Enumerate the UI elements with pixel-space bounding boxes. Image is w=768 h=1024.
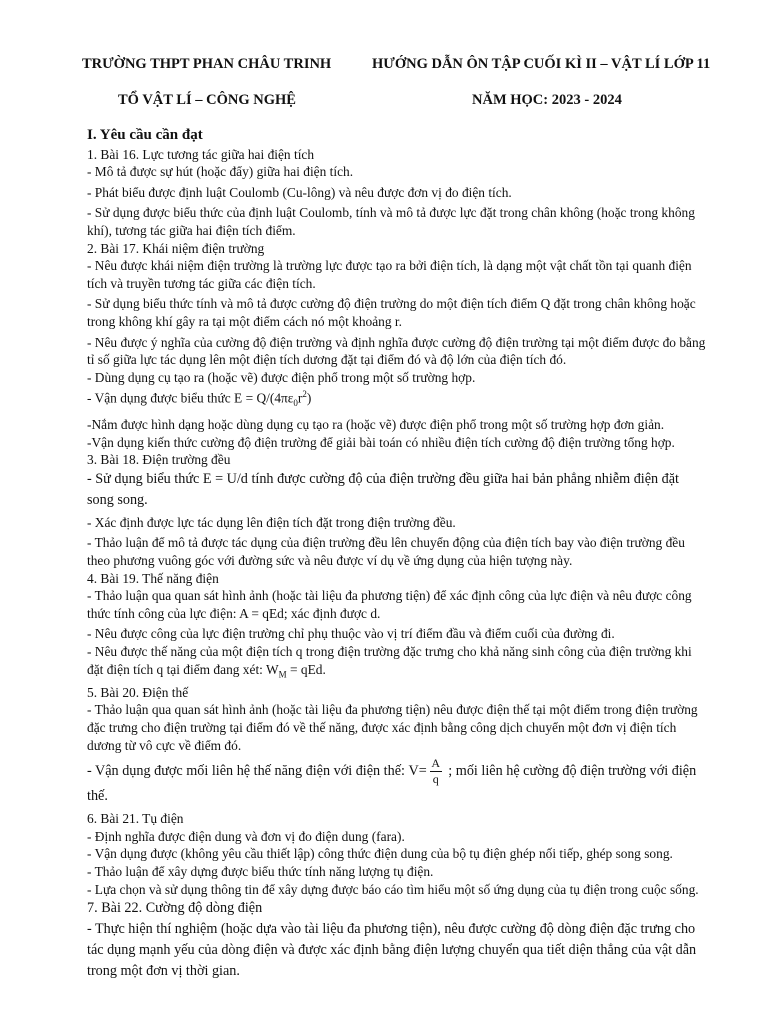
lesson-20-title: 5. Bài 20. Điện thế — [87, 684, 189, 700]
lesson-19-title: 4. Bài 19. Thế năng điện — [87, 570, 219, 586]
formula-text: = qEd. — [286, 661, 326, 677]
lesson-20-item: - Thảo luận qua quan sát hình ảnh (hoặc tài liệu đa phương tiện) nêu được điện thế tại một điểm trong điện trường đặc trưng cho điện trường tại điểm đó về thế năng, được xác định bằng công dịch chuyển một đơn vị điện tích dương từ vô cực về điểm đó. — [87, 702, 698, 753]
lesson-16-title: 1. Bài 16. Lực tương tác giữa hai điện tích — [87, 146, 315, 162]
document-body — [87, 124, 707, 982]
lesson-17-title: 2. Bài 17. Khái niệm điện trường — [87, 240, 265, 256]
lesson-21-item: - Vận dụng được (không yêu cầu thiết lập) công thức điện dung của bộ tụ điện ghép nối tiếp, ghép song song. — [87, 846, 673, 862]
lesson-17-item: - Nêu được khái niệm điện trường là trường lực được tạo ra bởi điện tích, là dạng một vật chất tồn tại quanh điện tích và truyền tương tác giữa các điện tích. — [87, 258, 692, 291]
lesson-17-formula-line — [87, 386, 707, 413]
lesson-19-item: - Nêu được công của lực điện trường chỉ phụ thuộc vào vị trí điểm đầu và điểm cuối của đường đi. — [87, 626, 615, 642]
lesson-20-item — [87, 757, 707, 807]
lesson-17-item: - Nêu được ý nghĩa của cường độ điện trường và định nghĩa được cường độ điện trường tại một điểm được đo bằng tỉ số giữa lực tác dụng lên một điện tích dương đặt tại điểm đó và độ lớn của điện tích đó. — [87, 334, 706, 368]
department-name: TỔ VẬT LÍ – CÔNG NGHỆ — [118, 92, 296, 108]
lesson-18-item: - Xác định được lực tác dụng lên điện tích đặt trong điện trường đều. — [87, 514, 456, 530]
formula-v: V — [408, 763, 419, 780]
lesson-22-title: 7. Bài 22. Cường độ dòng điện — [87, 900, 263, 917]
potential-formula — [408, 757, 444, 786]
fraction-numerator: A — [431, 756, 441, 771]
document-title: HƯỚNG DẪN ÔN TẬP CUỐI KÌ II – VẬT LÍ LỚP 11 — [372, 56, 711, 72]
lesson-17-item: -Vận dụng kiến thức cường độ điện trường để giải bài toán có nhiều điện tích cường độ điện trường tổng hợp. — [87, 434, 675, 450]
lesson-17-item: -Nắm được hình dạng hoặc dùng dụng cụ tạo ra (hoặc vẽ) được điện phổ trong một số trường hợp đơn giản. — [87, 417, 665, 433]
formula-text: - Vận dụng được biểu thức E = Q/(4πε — [87, 390, 294, 406]
lesson-22-item: - Thực hiện thí nghiệm (hoặc dựa vào tài liệu đa phương tiện), nêu được cường độ dòng điện đặc trưng cho tác dụng mạnh yếu của dòng điện và được xác định bằng điện lượng chuyển qua tiết diện thẳng của vật dẫn trong một đơn vị thời gian. — [87, 921, 697, 980]
formula-superscript: 2 — [302, 389, 307, 400]
formula-text: - Nêu được thế năng của một điện tích q trong điện trường đặc trưng cho khả năng sinh công của điện trường khi đặt điện tích q tại điểm đang xét: W — [87, 643, 692, 677]
lesson-18-title: 3. Bài 18. Điện trường đều — [87, 452, 231, 468]
lesson-16-item: - Mô tả được sự hút (hoặc đẩy) giữa hai điện tích. — [87, 164, 354, 180]
lesson-16-item: - Sử dụng được biểu thức của định luật Coulomb, tính và mô tả được lực đặt trong chân không (hoặc trong không khí), tương tác giữa hai điện tích điểm. — [87, 205, 695, 238]
lesson-16-item: - Phát biểu được định luật Coulomb (Cu-lông) và nêu được đơn vị đo điện tích. — [87, 184, 512, 200]
formula-equals: = — [418, 763, 427, 780]
lesson-19-item — [87, 643, 707, 684]
formula-subscript: 0 — [293, 398, 298, 409]
formula-subscript: M — [278, 669, 287, 680]
formula-text: - Vận dụng được mối liên hệ thế năng điện với điện thế: — [87, 763, 409, 780]
formula-text: ) — [306, 390, 312, 406]
lesson-17-item: - Sử dụng biểu thức tính và mô tả được cường độ điện trường do một điện tích điểm Q đặt trong chân không hoặc trong không khí gây ra tại một điểm cách nó một khoảng r. — [87, 296, 696, 329]
lesson-18-item: - Sử dụng biểu thức E = U/d tính được cường độ của điện trường đều giữa hai bản phẳng nhiễm điện đặt song song. — [87, 470, 680, 508]
school-name: TRƯỜNG THPT PHAN CHÂU TRINH — [82, 56, 332, 72]
school-year: NĂM HỌC: 2023 - 2024 — [472, 92, 622, 108]
formula-text: r — [297, 390, 303, 406]
lesson-21-title: 6. Bài 21. Tụ điện — [87, 811, 184, 827]
fraction-denominator: q — [432, 772, 439, 787]
lesson-17-item: - Dùng dụng cụ tạo ra (hoặc vẽ) được điện phổ trong một số trường hợp. — [87, 369, 476, 385]
lesson-19-item: - Thảo luận qua quan sát hình ảnh (hoặc tài liệu đa phương tiện) để xác định công của lực điện và nêu được công thức tính công của lực điện: A = qEd; xác định được d. — [87, 588, 692, 621]
lesson-18-item: - Thảo luận để mô tả được tác dụng của điện trường đều lên chuyển động của điện tích bay vào điện trường đều theo phương vuông góc với đường sức và nêu được ví dụ về ứng dụng của hiện tượng này. — [87, 535, 685, 569]
lesson-21-item: - Lựa chọn và sử dụng thông tin để xây dựng được báo cáo tìm hiểu một số ứng dụng của tụ điện trong cuộc sống. — [87, 881, 699, 897]
formula-fraction — [430, 757, 442, 786]
section-title: I. Yêu cầu cần đạt — [87, 127, 203, 143]
lesson-21-item: - Thảo luận để xây dựng được biểu thức tính năng lượng tụ điện. — [87, 864, 434, 879]
lesson-21-item: - Định nghĩa được điện dung và đơn vị đo điện dung (fara). — [87, 828, 405, 844]
formula-text: ; mối liên hệ cường độ điện trường với điện thế. — [87, 763, 697, 805]
